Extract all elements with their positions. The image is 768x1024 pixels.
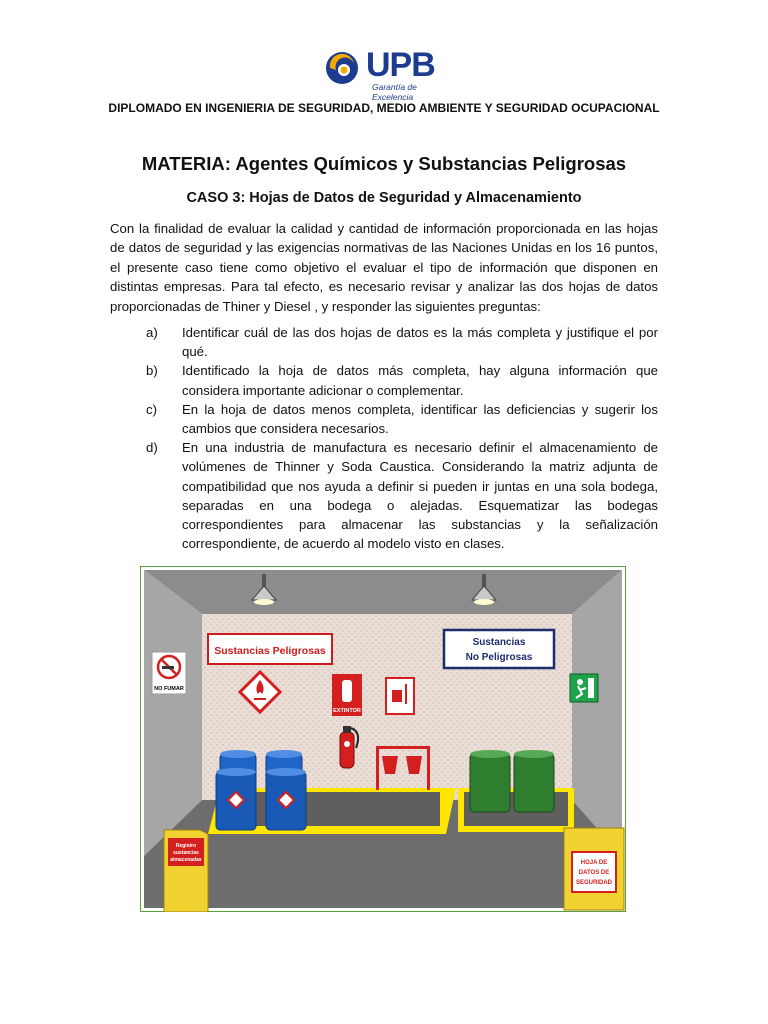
program-header: DIPLOMADO EN INGENIERIA DE SEGURIDAD, MEDIO AMBIENTE Y SEGURIDAD OCUPACIONAL: [108, 101, 660, 115]
green-drum-icon: [514, 750, 554, 812]
hazardous-sign-label: Sustancias Peligrosas: [214, 645, 326, 657]
question-item: [110, 361, 658, 399]
question-letter: b): [146, 363, 158, 379]
ceiling: [144, 570, 622, 614]
no-smoking-label: NO FUMAR: [154, 686, 184, 692]
upb-logo: [322, 46, 446, 102]
question-item: [110, 438, 658, 553]
intro-paragraph: Con la finalidad de evaluar la calidad y cantidad de información proporcionada en las hojas de datos de seguridad y las exigencias normativas de las Naciones Unidas en los 16 puntos, el presente caso tiene como objetivo el evaluar el tipo de información que disponen en distintas empresas. Para tal efecto, es necesario revisar y analizar las dos hojas de datos proporcionadas de Thiner y Diesel , y responder las siguientes preguntas:: [110, 221, 658, 314]
green-drum-icon: [470, 750, 510, 812]
question-text: Identificado la hoja de datos más completa, hay alguna información que considera importante adicionar o complementar.: [182, 363, 658, 398]
question-text: En una industria de manufactura es necesario definir el almacenamiento de volúmenes de Thinner y Soda Caustica. Considerando la matriz adjunta de compatibilidad que nos ayuda a definir si pueden ir juntas en una sola bodega, separadas en una bodega o alejadas. Esquematizar las bodegas correspondientes para almacenar las substancias y la señalización correspondiente, de acuerdo al modelo visto en clases.: [182, 440, 658, 552]
left-cabinet-label3: almacenadas: [170, 857, 202, 863]
question-list: [110, 323, 658, 553]
question-letter: c): [146, 401, 157, 417]
left-cabinet-label1: Registro: [175, 843, 197, 849]
upb-swirl-icon: [322, 50, 366, 90]
subject-title: MATERIA: Agentes Químicos y Substancias Peligrosas: [141, 153, 627, 174]
non-hazardous-sign-line1: Sustancias: [472, 637, 526, 648]
sds-box: [564, 828, 624, 910]
question-letter: d): [146, 440, 158, 456]
warehouse-illustration: [140, 566, 626, 912]
fire-equipment-sign-icon: [386, 678, 414, 714]
question-item: [110, 323, 658, 361]
logo-tagline: Garantía de Excelencia: [372, 82, 417, 102]
case-title: CASO 3: Hojas de Datos de Seguridad y Almacenamiento: [186, 190, 582, 206]
blue-drum-icon: [266, 768, 306, 830]
exit-sign-icon: [570, 674, 598, 702]
left-cabinet-label2: sustancias: [173, 850, 199, 856]
sds-box-label3: SEGURIDAD: [575, 880, 613, 886]
blue-drum-icon: [216, 768, 256, 830]
extinguisher-sign-label: EXTINTOR: [333, 708, 361, 714]
question-text: En la hoja de datos menos completa, identificar las deficiencias y sugerir los cambios que considera necesarios.: [182, 401, 658, 437]
question-letter: a): [146, 325, 158, 340]
non-hazardous-sign-line2: No Peligrosas: [465, 652, 533, 663]
sds-box-label1: HOJA DE: [580, 860, 608, 866]
question-text: Identificar cuál de las dos hojas de datos es la más completa y justifique el por qué.: [182, 325, 658, 360]
sds-box-label2: DATOS DE: [578, 870, 610, 876]
logo-name: UPB: [366, 46, 435, 84]
question-item: [110, 400, 658, 438]
